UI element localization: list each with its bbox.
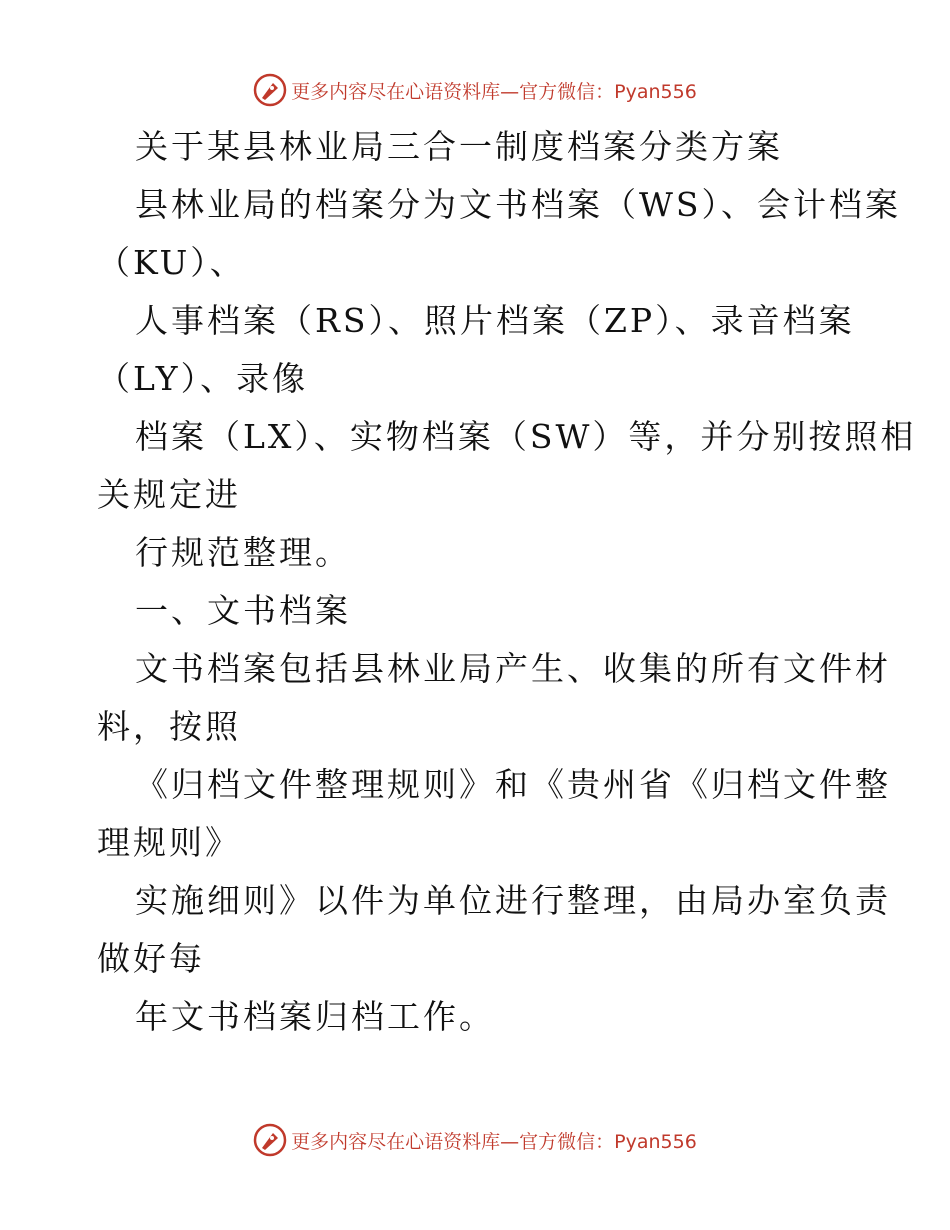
pen-nib-icon bbox=[253, 1123, 287, 1157]
watermark-text: 更多内容尽在心语资料库—官方微信：Pyan556 bbox=[291, 80, 697, 103]
document-title: 关于某县林业局三合一制度档案分类方案 bbox=[135, 127, 783, 166]
text-line: （KU）、 bbox=[97, 243, 246, 282]
text-line: 《归档文件整理规则》和《贵州省《归档文件整 bbox=[135, 765, 891, 804]
footer-watermark bbox=[0, 1120, 950, 1160]
text-line: 档案（LX）、实物档案（SW）等，并分别按照相 bbox=[135, 417, 917, 456]
text-line: 理规则》 bbox=[97, 823, 241, 862]
document-body bbox=[97, 118, 917, 1046]
section-heading: 一、文书档案 bbox=[135, 591, 351, 630]
text-line: 县林业局的档案分为文书档案（WS）、会计档案 bbox=[135, 185, 902, 224]
text-line: 做好每 bbox=[97, 939, 205, 978]
watermark-text: 更多内容尽在心语资料库—官方微信：Pyan556 bbox=[291, 1130, 697, 1153]
text-line: 关规定进 bbox=[97, 475, 241, 514]
text-line: 料，按照 bbox=[97, 707, 241, 746]
header-watermark bbox=[0, 70, 950, 110]
text-line: 文书档案包括县林业局产生、收集的所有文件材 bbox=[135, 649, 891, 688]
text-line: 年文书档案归档工作。 bbox=[135, 997, 495, 1036]
text-line: （LY）、录像 bbox=[97, 359, 309, 398]
pen-nib-icon bbox=[253, 73, 287, 107]
text-line: 实施细则》以件为单位进行整理，由局办室负责 bbox=[135, 881, 891, 920]
text-line: 人事档案（RS）、照片档案（ZP）、录音档案 bbox=[135, 301, 855, 340]
text-line: 行规范整理。 bbox=[135, 533, 351, 572]
